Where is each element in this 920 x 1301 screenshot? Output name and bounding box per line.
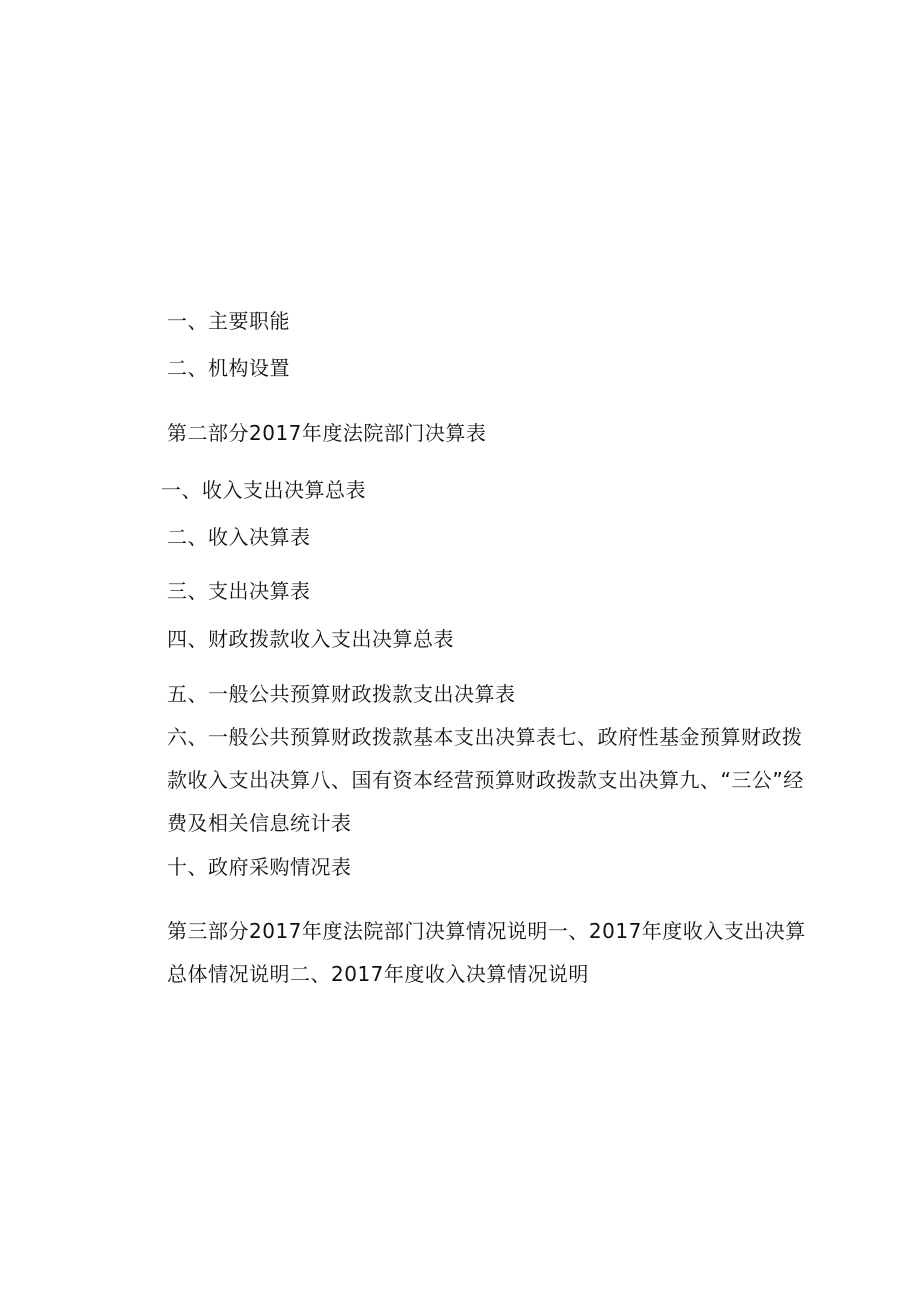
toc-item-general-budget-expense: 五、一般公共预算财政拨款支出决算表: [167, 682, 516, 706]
section-heading-part-three: 第三部分2017年度法院部门决算情况说明一、2017年度收入支出决算总体情况说明二、2017年度收入决算情况说明: [167, 919, 806, 986]
toc-item-procurement: 十、政府采购情况表: [167, 855, 352, 879]
toc-item-income-expense-summary: 一、收入支出决算总表: [161, 478, 366, 502]
toc-item-expense-table: 三、支出决算表: [167, 579, 311, 603]
toc-item-income-table: 二、收入决算表: [167, 525, 311, 549]
toc-item-fiscal-summary: 四、财政拨款收入支出决算总表: [167, 627, 454, 651]
toc-paragraph-items-six-to-nine: 六、一般公共预算财政拨款基本支出决算表七、政府性基金预算财政拨款收入支出决算八、国有资本经营预算财政拨款支出决算九、“三公”经费及相关信息统计表: [167, 725, 804, 835]
section-heading-part-two: 第二部分2017年度法院部门决算表: [167, 421, 487, 445]
toc-item-organization: 二、机构设置: [167, 356, 290, 380]
toc-item-main-functions: 一、主要职能: [167, 309, 290, 333]
